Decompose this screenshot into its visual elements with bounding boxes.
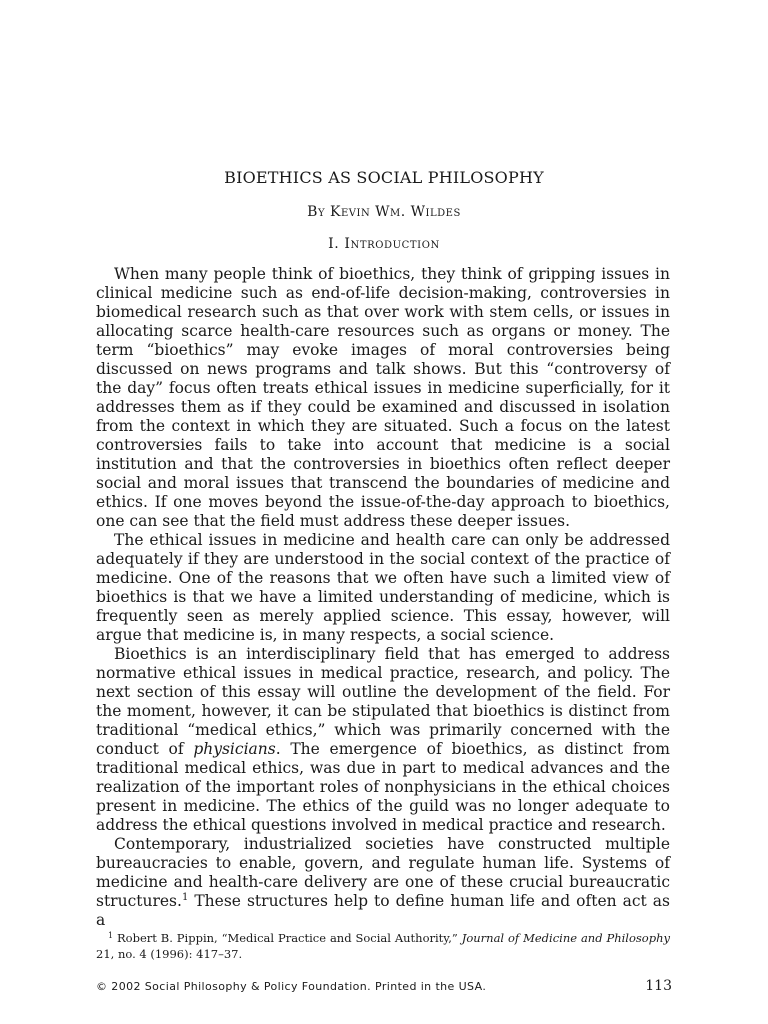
paragraph-text: Bioethics is an interdisciplinary field that has emerged to address normative ethical issues in medical practice, research, and policy. The next section of this essay will outline the development of the field. For the moment, however, it can be stipulated that bioethics is distinct from traditional “medical ethics,” which was primarily concerned with the conduct of (96, 645, 670, 758)
footnote-journal: Journal of Medicine and Philosophy (461, 931, 670, 945)
article-title: BIOETHICS AS SOCIAL PHILOSOPHY (224, 168, 544, 187)
section-heading: I. Introduction (328, 236, 440, 252)
footnote-marker: 1 (108, 931, 114, 940)
emphasized-text: physicians (193, 740, 276, 758)
article-body (96, 265, 670, 930)
author-byline: By Kevin Wm. Wildes (307, 204, 461, 220)
footnote (96, 930, 670, 962)
body-paragraph: The ethical issues in medicine and health care can only be addressed adequately if they are understood in the social context of the practice of medicine. One of the reasons that we often have such a limited view of bioethics is that we have a limited understanding of medicine, which is frequently seen as merely applied science. This essay, however, will argue that medicine is, in many respects, a social science. (96, 531, 670, 644)
paragraph-text: Contemporary, industrialized societies have constructed multiple bureaucracies to enable, govern, and regulate human life. Systems of medicine and health-care delivery are one of these crucial bureaucratic structures. (96, 835, 670, 910)
page-number: 113 (645, 978, 672, 994)
footnote-reference: 1 (181, 892, 189, 903)
paragraph-text: These structures help to define human life and often act as a (96, 892, 670, 929)
body-paragraph (96, 645, 670, 835)
body-paragraph (96, 835, 670, 930)
body-paragraph: When many people think of bioethics, they think of gripping issues in clinical medicine such as end-of-life decision-making, controversies in biomedical research such as that over work with stem cells, or issues in allocating scarce health-care resources such as organs or money. The term “bioethics” may evoke images of moral controversies being discussed on news programs and talk shows. But this “controversy of the day” focus often treats ethical issues in medicine superficially, for it addresses them as if they could be examined and discussed in isolation from the context in which they are situated. Such a focus on the latest controversies fails to take into account that medicine is a social institution and that the controversies in bioethics often reflect deeper social and moral issues that transcend the boundaries of medicine and ethics. If one moves beyond the issue-of-the-day approach to bioethics, one can see that the field must address these deeper issues. (96, 265, 670, 530)
page-footer (96, 978, 672, 994)
footnote-text: Robert B. Pippin, “Medical Practice and Social Authority,” (117, 931, 462, 945)
footnote-text: 21, no. 4 (1996): 417–37. (96, 947, 243, 961)
paragraph-text: . The emergence of bioethics, as distinct from traditional medical ethics, was due in part to medical advances and the realization of the important roles of nonphysicians in the ethical choices present in medicine. The ethics of the guild was no longer adequate to address the ethical questions involved in medical practice and research. (96, 740, 670, 834)
copyright-notice: © 2002 Social Philosophy & Policy Foundation. Printed in the USA. (96, 980, 487, 993)
